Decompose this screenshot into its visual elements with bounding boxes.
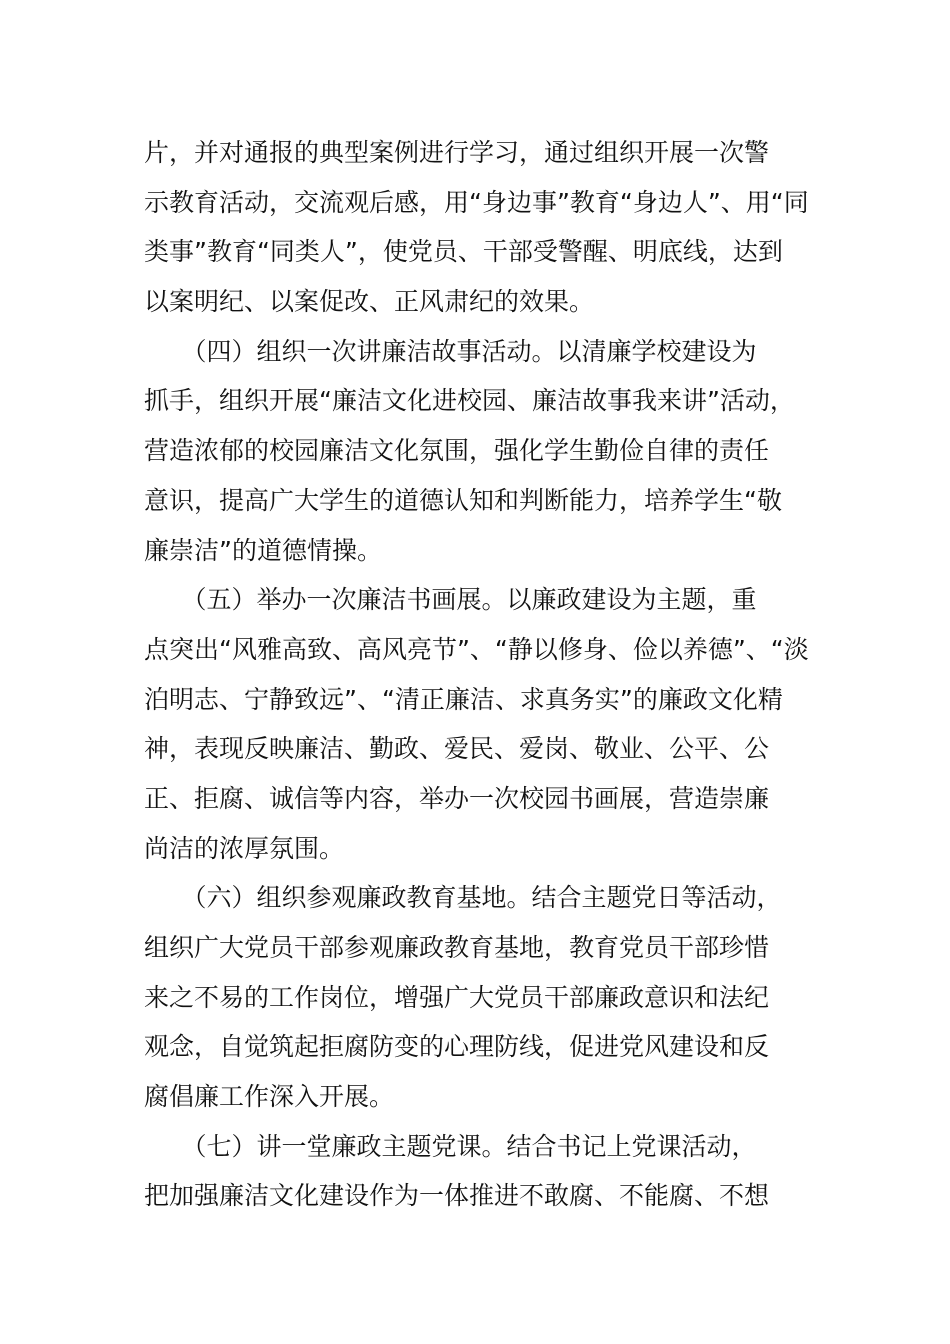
text-line: 意识，提高广大学生的道德认知和判断能力，培养学生“敬 — [144, 485, 782, 515]
text-line: 来之不易的工作岗位，增强广大党员干部廉政意识和法纪 — [144, 982, 770, 1012]
text-line: 泊明志、宁静致远”、“清正廉洁、求真务实”的廉政文化精 — [144, 684, 783, 714]
section-heading-line: （六）组织参观廉政教育基地。结合主题党日等活动， — [144, 883, 782, 913]
text-line: 抓手，组织开展“廉洁文化进校园、廉洁故事我来讲”活动， — [144, 386, 795, 416]
section-heading-line: （四）组织一次讲廉洁故事活动。以清廉学校建设为 — [144, 336, 757, 366]
text-line: 示教育活动，交流观后感，用“身边事”教育“身边人”、用“同 — [144, 187, 809, 217]
text-line: 正、拒腐、诚信等内容，举办一次校园书画展，营造崇廉 — [144, 783, 770, 813]
text-line: 观念，自觉筑起拒腐防变的心理防线，促进党风建设和反 — [144, 1032, 770, 1062]
text-line: 营造浓郁的校园廉洁文化氛围，强化学生勤俭自律的责任 — [144, 436, 770, 466]
text-line: 腐倡廉工作深入开展。 — [144, 1082, 395, 1112]
text-line: 片，并对通报的典型案例进行学习，通过组织开展一次警 — [144, 138, 770, 167]
text-line: 以案明纪、以案促改、正风肃纪的效果。 — [144, 287, 595, 317]
section-heading-line: （五）举办一次廉洁书画展。以廉政建设为主题，重 — [144, 585, 757, 615]
text-line: 类事”教育“同类人”，使党员、干部受警醒、明底线，达到 — [144, 237, 783, 267]
text-line: 尚洁的浓厚氛围。 — [144, 833, 345, 863]
text-line: 神，表现反映廉洁、勤政、爱民、爱岗、敬业、公平、公 — [144, 734, 770, 764]
text-line: 组织广大党员干部参观廉政教育基地，教育党员干部珍惜 — [144, 933, 770, 962]
text-line: 点突出“风雅高致、高风亮节”、“静以修身、俭以养德”、“淡 — [144, 634, 809, 664]
text-line: 把加强廉洁文化建设作为一体推进不敢腐、不能腐、不想 — [144, 1181, 770, 1211]
text-line: 廉崇洁”的道德情操。 — [144, 535, 382, 565]
body-text — [144, 128, 834, 1221]
section-heading-line: （七）讲一堂廉政主题党课。结合书记上党课活动， — [144, 1131, 757, 1161]
